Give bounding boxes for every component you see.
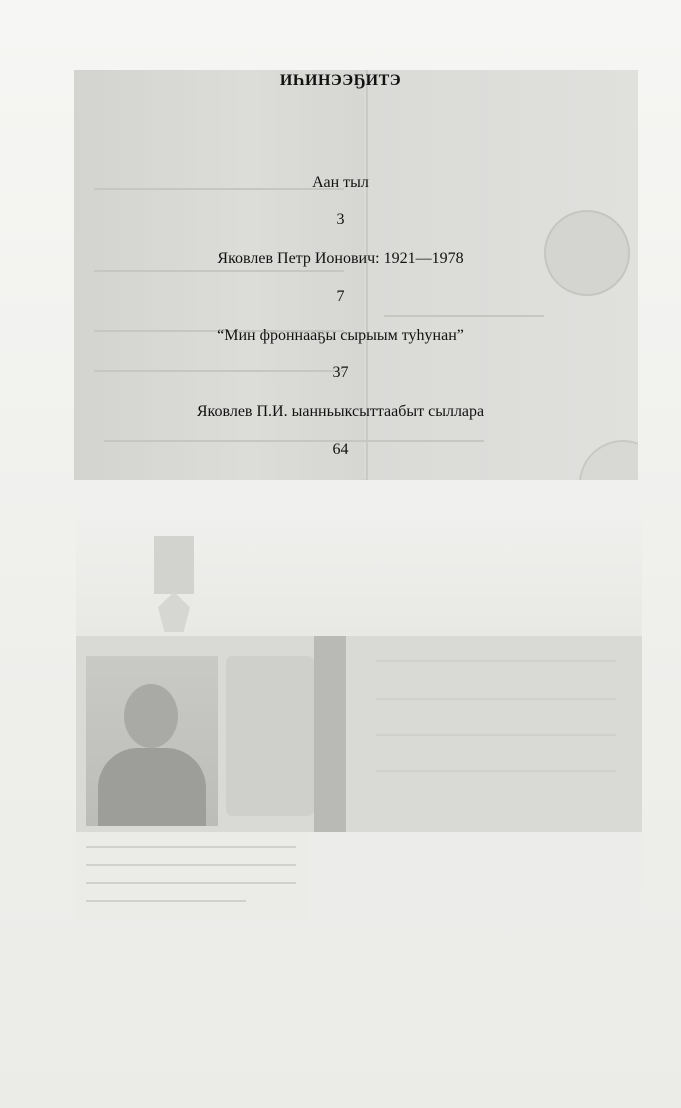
toc-entry-title: “Мин фроннааҕы сырыым туһунан”	[217, 327, 464, 344]
toc-entry-page: 64	[332, 441, 349, 458]
document-line	[376, 734, 616, 736]
toc-entry-page: 3	[336, 211, 345, 228]
document-line	[376, 770, 616, 772]
document-line	[384, 315, 544, 317]
toc-entry-title: Яковлев П.И. ыанньыксыттаабыт сыллара	[196, 403, 485, 420]
toc-entry-title: Аан тыл	[312, 174, 369, 191]
medal-ribbon-image	[154, 536, 194, 594]
document-line	[376, 698, 616, 700]
contents-heading: ИҺИНЭЭҔИТЭ	[279, 72, 402, 89]
toc-entry	[0, 173, 681, 230]
document-line	[86, 882, 296, 884]
document-line	[86, 864, 296, 866]
document-line	[86, 900, 246, 902]
coat-of-arms-image	[226, 656, 314, 816]
documents-photo-background	[76, 508, 642, 920]
toc-entry	[0, 402, 681, 460]
document-line	[86, 846, 296, 848]
toc-entry	[0, 249, 681, 307]
toc-entry	[0, 326, 681, 383]
card-spine	[314, 636, 346, 832]
portrait-head	[124, 684, 178, 748]
caption-block	[76, 832, 308, 920]
toc-entry-title: Яковлев Петр Ионович: 1921—1978	[217, 250, 464, 267]
toc-entry-page: 37	[332, 364, 349, 381]
portrait-body	[98, 748, 206, 826]
toc-entry-page: 7	[336, 288, 345, 305]
document-line	[376, 660, 616, 662]
portrait-photo	[86, 656, 218, 826]
